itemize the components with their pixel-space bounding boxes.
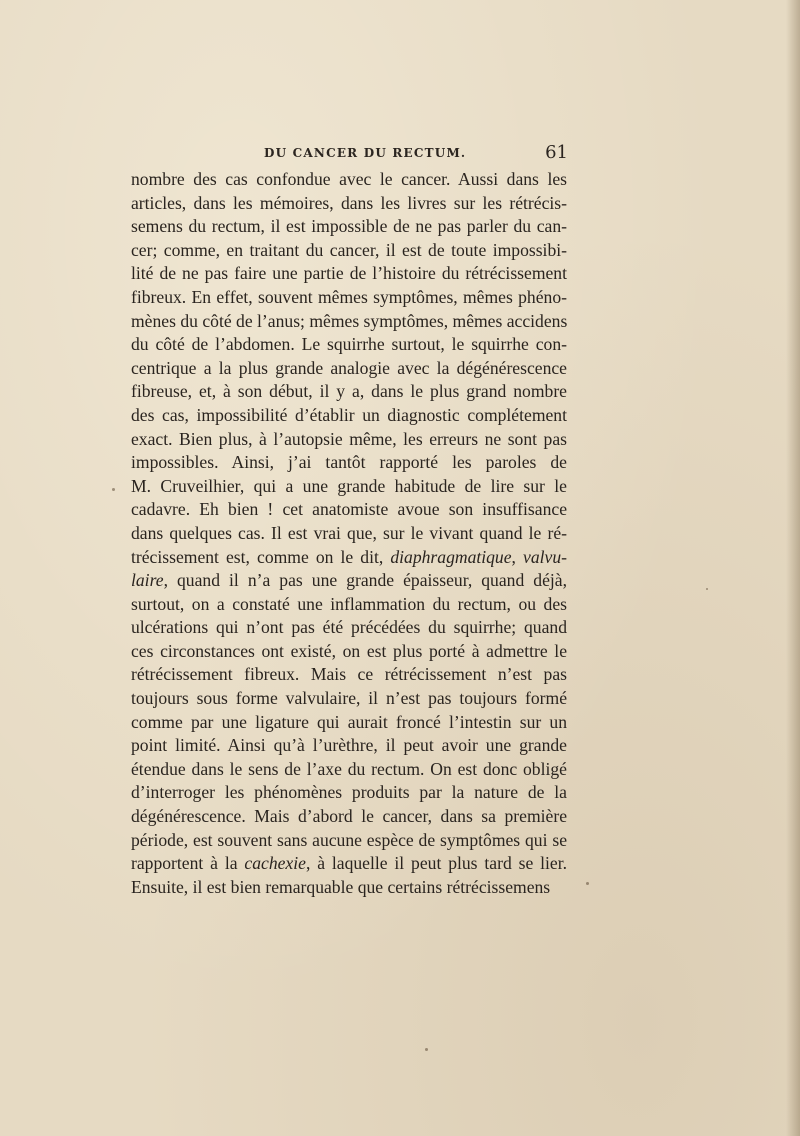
text-line: impossibles. Ainsi, j’ai tantôt rapporté les paroles de — [131, 452, 567, 473]
text-line: nombre des cas confondue avec le cancer. Aussi dans les — [131, 169, 567, 189]
text-segment: rapportent à la — [131, 853, 238, 874]
paper-speck — [112, 488, 115, 491]
text-line: ces circonstances ont existé, on est plus porté à admettre le — [131, 640, 567, 661]
text-line: des cas, impossibilité d’établir un diagnostic complétement — [131, 404, 567, 425]
paper-speck — [425, 1048, 428, 1051]
text-line: fibreux. En effet, souvent mêmes symptômes, mêmes phéno- — [131, 286, 567, 307]
text-line — [131, 546, 567, 570]
text-line — [131, 852, 567, 876]
body-text — [131, 168, 567, 899]
text-segment: , — [511, 546, 516, 567]
page-edge-shadow — [786, 0, 800, 1136]
text-line: dégénérescence. Mais d’abord le cancer, dans sa première — [131, 806, 567, 827]
text-line: rétrécissement fibreux. Mais ce rétrécissement n’est pas — [131, 664, 567, 685]
text-line: fibreuse, et, à son début, il y a, dans le plus grand nombre — [131, 381, 567, 402]
text-line: cer; comme, en traitant du cancer, il est de toute impossibi- — [131, 239, 567, 260]
text-line: ulcérations qui n’ont pas été précédées du squirrhe; quand — [131, 617, 567, 638]
text-line: M. Cruveilhier, qui a une grande habitude de lire sur le — [131, 475, 567, 496]
italic-term: cachexie — [244, 853, 306, 874]
text-segment: trécissement est, comme on le dit, — [131, 546, 384, 567]
text-line: semens du rectum, il est impossible de ne pas parler du can- — [131, 216, 567, 237]
italic-term: diaphragmatique — [390, 546, 512, 567]
text-line: mènes du côté de l’anus; mêmes symptômes, mêmes accidens — [131, 310, 568, 331]
italic-term: valvu- — [523, 546, 567, 567]
text-line: du côté de l’abdomen. Le squirrhe surtout, le squirrhe con- — [131, 334, 567, 355]
text-line: centrique a la plus grande analogie avec la dégénérescence — [131, 357, 567, 378]
text-line — [131, 569, 567, 593]
text-line: lité de ne pas faire une partie de l’histoire du rétrécissement — [131, 263, 567, 284]
text-line: surtout, on a constaté une inflammation du rectum, ou des — [131, 593, 567, 614]
text-line: période, est souvent sans aucune espèce de symptômes qui se — [131, 829, 567, 850]
text-line: articles, dans les mémoires, dans les livres sur les rétrécis- — [131, 192, 567, 213]
text-line: d’interroger les phénomènes produits par la nature de la — [131, 782, 567, 803]
text-line: point limité. Ainsi qu’à l’urèthre, il peut avoir une grande — [131, 735, 567, 756]
page-number: 61 — [545, 142, 568, 163]
text-line: étendue dans le sens de l’axe du rectum. On est donc obligé — [131, 758, 567, 779]
page-header — [130, 142, 570, 166]
text-line: toujours sous forme valvulaire, il n’est pas toujours formé — [131, 688, 567, 709]
paper-speck — [706, 588, 708, 590]
text-line: Ensuite, il est bien remarquable que certains rétrécissemens — [131, 876, 551, 897]
text-line: dans quelques cas. Il est vrai que, sur le vivant quand le ré- — [131, 522, 567, 543]
italic-term: laire — [131, 570, 164, 591]
text-line: cadavre. Eh bien ! cet anatomiste avoue son insuffisance — [131, 499, 567, 520]
text-segment: , quand il n’a pas une grande épaisseur, quand déjà, — [163, 570, 567, 591]
running-head: DU CANCER DU RECTUM. — [264, 146, 467, 160]
paper-speck — [586, 882, 589, 885]
text-segment: , à laquelle il peut plus tard se lier. — [305, 853, 567, 874]
text-line: comme par une ligature qui aurait froncé l’intestin sur un — [131, 711, 567, 732]
text-line: exact. Bien plus, à l’autopsie même, les erreurs ne sont pas — [131, 428, 567, 449]
